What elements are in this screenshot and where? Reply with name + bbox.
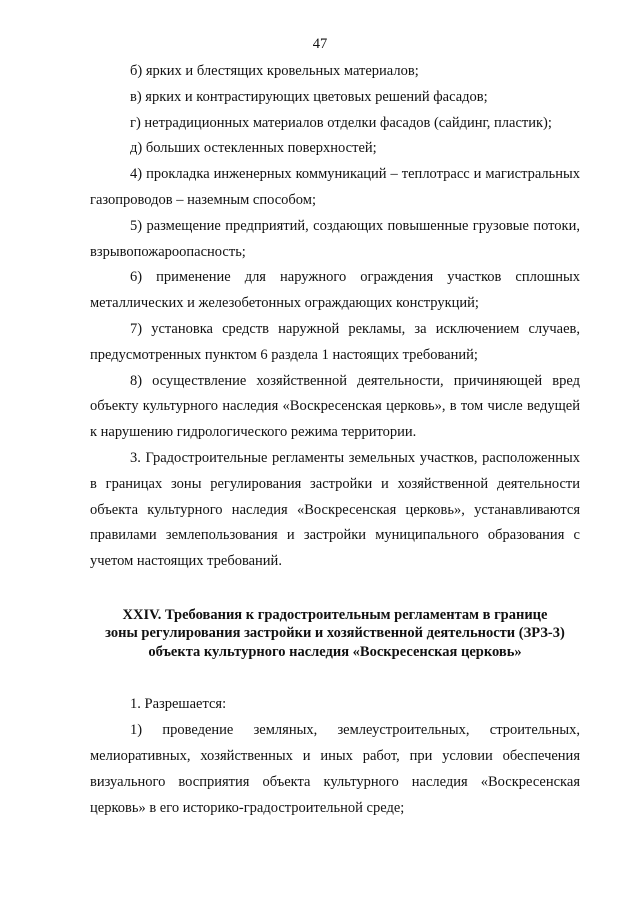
paragraph-subitem-1: 1) проведение земляных, землеустроительных, строительных, мелиоративных, хозяйственных и иных работ, при условии обеспечения визуального восприятия объекта культурного наследия «Воскресенская церковь» в его историко-градостроительной среде; <box>90 722 580 816</box>
paragraph-item-6: 6) применение для наружного ограждения участков сплошных металлических и железобетонных ограждающих конструкций; <box>90 269 580 312</box>
paragraph-item-5: 5) размещение предприятий, создающих повышенные грузовые потоки, взрывопожароопасность; <box>90 217 580 260</box>
paragraph-item-g: г) нетрадиционных материалов отделки фасадов (сайдинг, пластик); <box>130 114 552 131</box>
section-heading-line-2: зоны регулирования застройки и хозяйственной деятельности (ЗРЗ-3) <box>105 625 565 642</box>
paragraph-point-1: 1. Разрешается: <box>130 696 227 713</box>
paragraph-item-v: в) ярких и контрастирующих цветовых решений фасадов; <box>130 88 488 105</box>
paragraph-item-4: 4) прокладка инженерных коммуникаций – теплотрасс и магистральных газопроводов – наземным способом; <box>90 166 580 208</box>
document-body <box>90 59 580 821</box>
section-heading-line-1: XXIV. Требования к градостроительным регламентам в границе <box>122 606 548 623</box>
paragraph-item-d: д) больших остекленных поверхностей; <box>130 140 377 157</box>
paragraph-item-8: 8) осуществление хозяйственной деятельности, причиняющей вред объекту культурного наследия «Воскресенская церковь», в том числе ведущей к нарушению гидрологического режима территории. <box>90 372 580 441</box>
paragraph-item-b: б) ярких и блестящих кровельных материалов; <box>130 63 419 79</box>
paragraph-item-7: 7) установка средств наружной рекламы, за исключением случаев, предусмотренных пунктом 6 раздела 1 настоящих требований; <box>90 320 580 363</box>
paragraph-point-3: 3. Градостроительные регламенты земельных участков, расположенных в границах зоны регулирования застройки и хозяйственной деятельности объекта культурного наследия «Воскресенская церковь», устанавливаются правилами землепользования и застройки муниципального образования с учетом настоящих требований. <box>90 449 580 570</box>
page-number: 47 <box>312 36 328 52</box>
section-heading-line-3: объекта культурного наследия «Воскресенская церковь» <box>148 643 522 660</box>
section-heading <box>90 606 580 662</box>
